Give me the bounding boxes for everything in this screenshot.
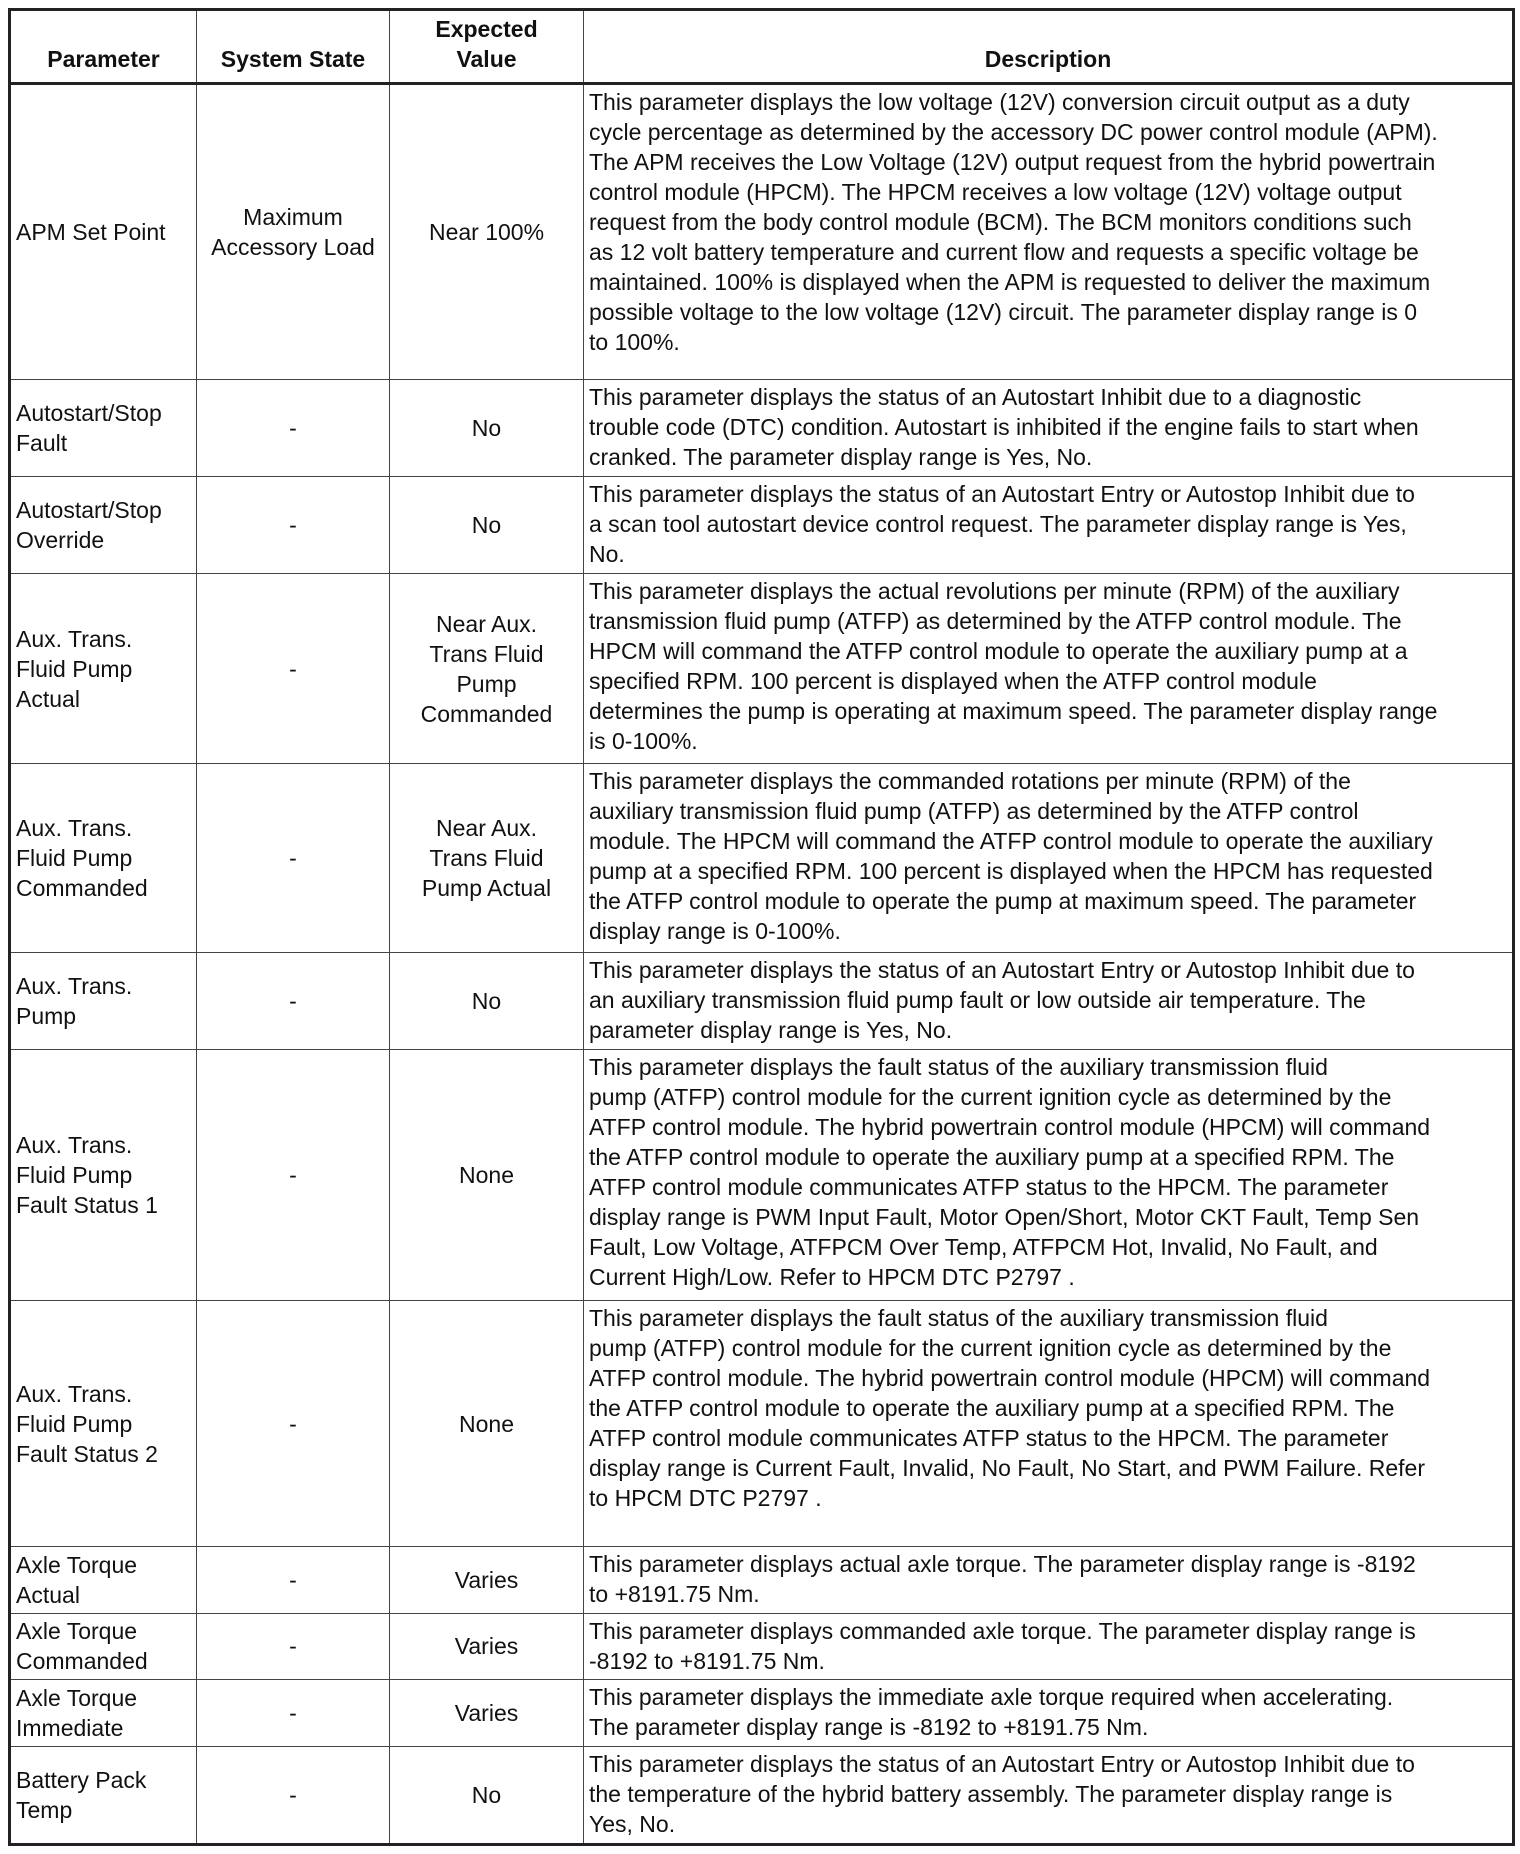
cell-description: This parameter displays the status of an Autostart Entry or Autostop Inhibit due to an auxiliary transmission fluid pump fault or low outside air temperature. The parameter display range is Yes, No. bbox=[584, 953, 1514, 1050]
cell-system-state: - bbox=[197, 1746, 390, 1844]
cell-expected-value: Near 100% bbox=[390, 84, 584, 380]
cell-expected-value: No bbox=[390, 477, 584, 574]
table-row bbox=[10, 574, 1514, 763]
table-row bbox=[10, 84, 1514, 380]
table-row bbox=[10, 1546, 1514, 1613]
parameter-table bbox=[8, 8, 1515, 1846]
cell-description: This parameter displays the fault status of the auxiliary transmission fluid pump (ATFP) control module for the current ignition cycle as determined by the ATFP control module. The hybrid powertrain control module (HPCM) will command the ATFP control module to operate the auxiliary pump at a specified RPM. The ATFP control module communicates ATFP status to the HPCM. The parameter display range is Current Fault, Invalid, No Fault, No Start, and PWM Failure. Refer to HPCM DTC P2797 . bbox=[584, 1301, 1514, 1547]
cell-expected-value: No bbox=[390, 379, 584, 476]
cell-description: This parameter displays the fault status of the auxiliary transmission fluid pump (ATFP) control module for the current ignition cycle as determined by the ATFP control module. The hybrid powertrain control module (HPCM) will command the ATFP control module to operate the auxiliary pump at a specified RPM. The ATFP control module communicates ATFP status to the HPCM. The parameter display range is PWM Input Fault, Motor Open/Short, Motor CKT Fault, Temp Sen Fault, Low Voltage, ATFPCM Over Temp, ATFPCM Hot, Invalid, No Fault, and Current High/Low. Refer to HPCM DTC P2797 . bbox=[584, 1050, 1514, 1301]
cell-parameter: Autostart/Stop Fault bbox=[10, 379, 197, 476]
table-row bbox=[10, 1613, 1514, 1680]
table-header bbox=[10, 10, 1514, 84]
cell-parameter: Axle Torque Immediate bbox=[10, 1680, 197, 1747]
cell-expected-value: No bbox=[390, 1746, 584, 1844]
cell-description: This parameter displays the commanded rotations per minute (RPM) of the auxiliary transmission fluid pump (ATFP) as determined by the ATFP control module. The HPCM will command the ATFP control module to operate the auxiliary pump at a specified RPM. 100 percent is displayed when the HPCM has requested the ATFP control module to operate the pump at maximum speed. The parameter display range is 0-100%. bbox=[584, 763, 1514, 952]
cell-expected-value: Near Aux. Trans Fluid Pump Actual bbox=[390, 763, 584, 952]
cell-expected-value: No bbox=[390, 953, 584, 1050]
cell-description: This parameter displays the status of an Autostart Inhibit due to a diagnostic trouble code (DTC) condition. Autostart is inhibited if the engine fails to start when cranked. The parameter display range is Yes, No. bbox=[584, 379, 1514, 476]
cell-parameter: Aux. Trans. Pump bbox=[10, 953, 197, 1050]
cell-system-state: - bbox=[197, 1050, 390, 1301]
cell-parameter: Battery Pack Temp bbox=[10, 1746, 197, 1844]
cell-system-state: - bbox=[197, 1301, 390, 1547]
cell-parameter: Aux. Trans. Fluid Pump Commanded bbox=[10, 763, 197, 952]
cell-system-state: - bbox=[197, 379, 390, 476]
cell-system-state: - bbox=[197, 1546, 390, 1613]
cell-parameter: Axle Torque Actual bbox=[10, 1546, 197, 1613]
cell-parameter: APM Set Point bbox=[10, 84, 197, 380]
cell-parameter: Aux. Trans. Fluid Pump Fault Status 1 bbox=[10, 1050, 197, 1301]
cell-system-state: - bbox=[197, 953, 390, 1050]
cell-system-state: - bbox=[197, 574, 390, 763]
cell-expected-value: Varies bbox=[390, 1613, 584, 1680]
cell-description: This parameter displays commanded axle torque. The parameter display range is -8192 to +8191.75 Nm. bbox=[584, 1613, 1514, 1680]
header-expected-value: Expected Value bbox=[390, 10, 584, 84]
cell-parameter: Axle Torque Commanded bbox=[10, 1613, 197, 1680]
cell-expected-value: Near Aux. Trans Fluid Pump Commanded bbox=[390, 574, 584, 763]
cell-system-state: - bbox=[197, 763, 390, 952]
header-system-state: System State bbox=[197, 10, 390, 84]
cell-description: This parameter displays the immediate axle torque required when accelerating. The parameter display range is -8192 to +8191.75 Nm. bbox=[584, 1680, 1514, 1747]
header-description: Description bbox=[584, 10, 1514, 84]
cell-expected-value: None bbox=[390, 1301, 584, 1547]
cell-parameter: Autostart/Stop Override bbox=[10, 477, 197, 574]
table-row bbox=[10, 1746, 1514, 1844]
cell-description: This parameter displays the status of an Autostart Entry or Autostop Inhibit due to the temperature of the hybrid battery assembly. The parameter display range is Yes, No. bbox=[584, 1746, 1514, 1844]
table-row bbox=[10, 1050, 1514, 1301]
cell-system-state: - bbox=[197, 1613, 390, 1680]
header-parameter: Parameter bbox=[10, 10, 197, 84]
table-row bbox=[10, 763, 1514, 952]
cell-system-state: - bbox=[197, 477, 390, 574]
cell-parameter: Aux. Trans. Fluid Pump Fault Status 2 bbox=[10, 1301, 197, 1547]
table-body bbox=[10, 84, 1514, 1845]
cell-parameter: Aux. Trans. Fluid Pump Actual bbox=[10, 574, 197, 763]
cell-description: This parameter displays the status of an Autostart Entry or Autostop Inhibit due to a scan tool autostart device control request. The parameter display range is Yes, No. bbox=[584, 477, 1514, 574]
table-row bbox=[10, 379, 1514, 476]
cell-description: This parameter displays actual axle torque. The parameter display range is -8192 to +8191.75 Nm. bbox=[584, 1546, 1514, 1613]
table-row bbox=[10, 1301, 1514, 1547]
cell-system-state: - bbox=[197, 1680, 390, 1747]
table-row bbox=[10, 953, 1514, 1050]
cell-system-state: Maximum Accessory Load bbox=[197, 84, 390, 380]
table-row bbox=[10, 477, 1514, 574]
cell-expected-value: Varies bbox=[390, 1546, 584, 1613]
table-row bbox=[10, 1680, 1514, 1747]
cell-description: This parameter displays the actual revolutions per minute (RPM) of the auxiliary transmission fluid pump (ATFP) as determined by the ATFP control module. The HPCM will command the ATFP control module to operate the auxiliary pump at a specified RPM. 100 percent is displayed when the ATFP control module determines the pump is operating at maximum speed. The parameter display range is 0-100%. bbox=[584, 574, 1514, 763]
header-row bbox=[10, 10, 1514, 84]
cell-description: This parameter displays the low voltage (12V) conversion circuit output as a duty cycle percentage as determined by the accessory DC power control module (APM). The APM receives the Low Voltage (12V) output request from the hybrid powertrain control module (HPCM). The HPCM receives a low voltage (12V) voltage output request from the body control module (BCM). The BCM monitors conditions such as 12 volt battery temperature and current flow and requests a specific voltage be maintained. 100% is displayed when the APM is requested to deliver the maximum possible voltage to the low voltage (12V) circuit. The parameter display range is 0 to 100%. bbox=[584, 84, 1514, 380]
cell-expected-value: Varies bbox=[390, 1680, 584, 1747]
cell-expected-value: None bbox=[390, 1050, 584, 1301]
